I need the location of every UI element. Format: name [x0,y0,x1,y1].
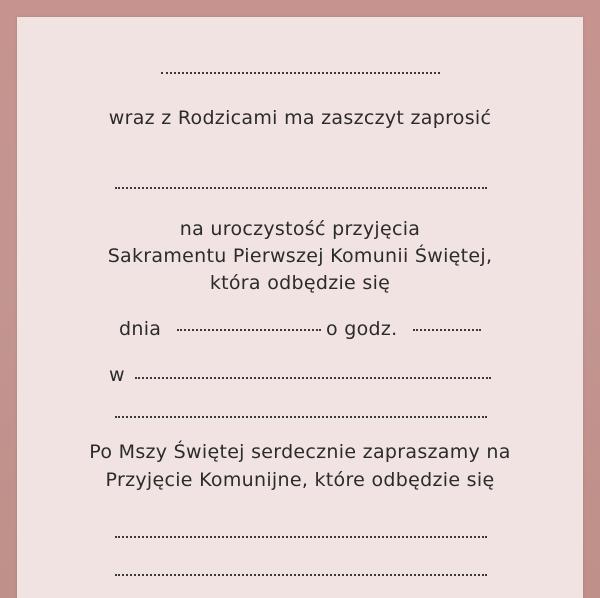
time-blank-line[interactable] [413,329,481,331]
ceremony-line-1: na uroczystość przyjęcia [179,218,421,240]
ceremony-line-2: Sakramentu Pierwszej Komunii Świętej, [107,245,493,267]
reception-blank-line-2[interactable] [115,574,487,576]
intro-text: wraz z Rodzicami ma zaszczyt zaprosić [108,107,492,129]
ceremony-line-3: która odbędzie się [209,272,391,294]
name-blank-line[interactable] [161,72,440,74]
place-blank-line[interactable] [135,377,491,379]
invitation-card [17,17,583,598]
place-label: w [109,364,125,386]
time-label: o godz. [326,318,398,340]
reception-line-1: Po Mszy Świętej serdecznie zapraszamy na [89,441,511,463]
place-blank-line-2[interactable] [115,416,487,418]
reception-line-2: Przyjęcie Komunijne, które odbędzie się [105,469,495,491]
date-blank-line[interactable] [177,329,321,331]
reception-blank-line-1[interactable] [115,536,487,538]
date-label: dnia [119,318,162,340]
guest-blank-line[interactable] [115,187,487,189]
